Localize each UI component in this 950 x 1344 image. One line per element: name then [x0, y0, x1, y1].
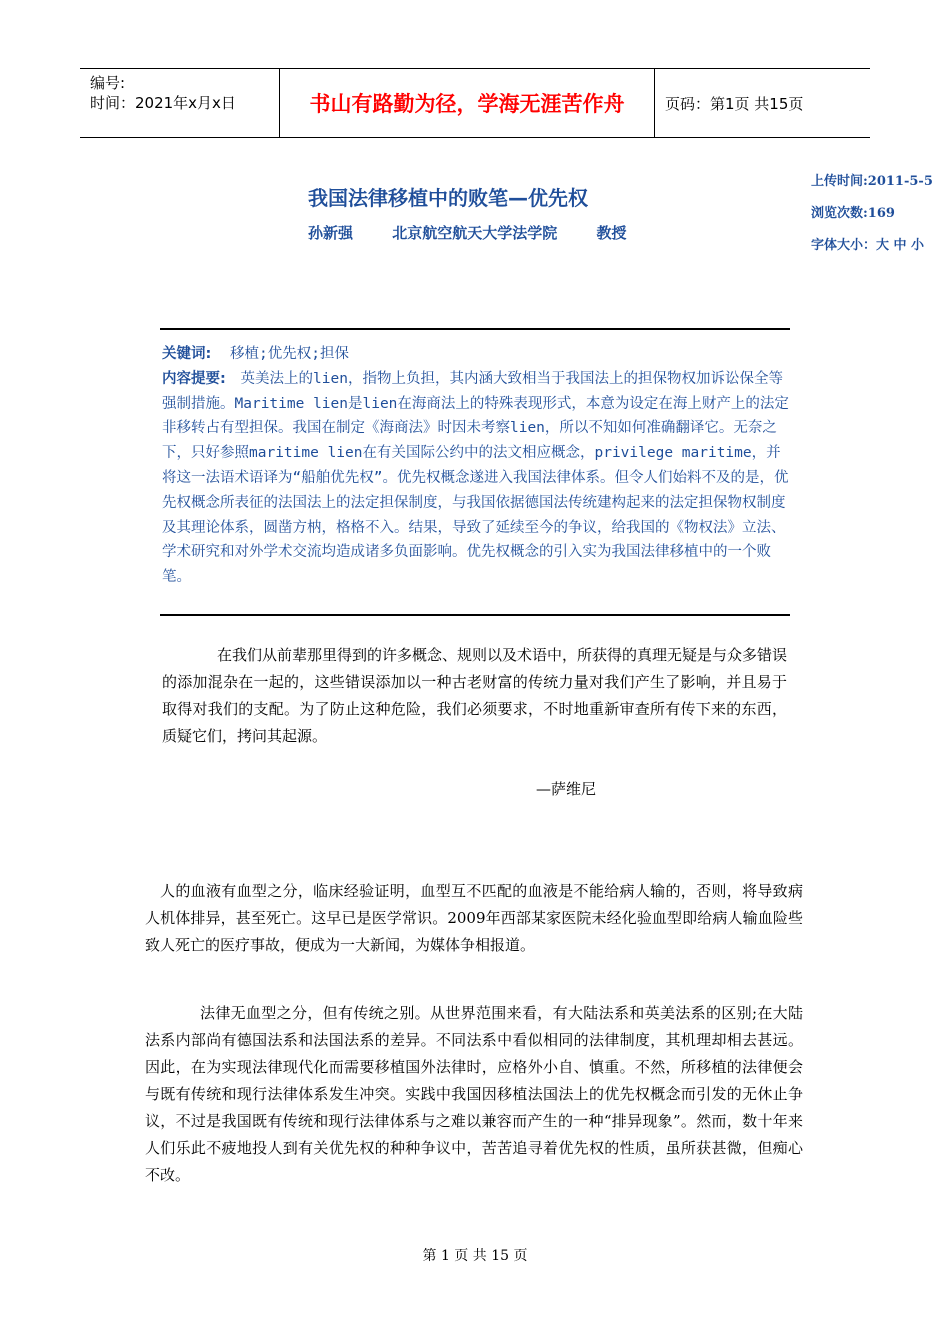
upload-time: 上传时间:2011-5-5: [811, 174, 933, 189]
body-paragraph: 法律无血型之分，但有传统之别。从世界范围来看，有大陆法系和英美法系的区别;在大陆法系内部尚有德国法系和法国法系的差异。不同法系中看似相同的法律制度，其机理却相去甚远。因此，在为实现法律现代化而需要移植国外法律时，应格外小自、慎重。不然，所移植的法律便会与既有传统和现行法律体系发生冲突。实践中我国因移植法国法上的优先权概念而引发的无休止争议，不过是我国既有传统和现行法律体系与之难以兼容而产生的一种“排异现象”。然而，数十年来人们乐此不疲地投人到有关优先权的种种争议中，苦苦追寻着优先权的性质，虽所获甚微，但痴心不改。: [145, 1004, 803, 1184]
article-meta: [811, 166, 950, 262]
header-info-cell: [80, 69, 280, 137]
header-table: [80, 68, 870, 138]
abstract-block: [162, 342, 792, 590]
header-page-info: 页码：第1页 共15页: [665, 94, 804, 113]
author-name: 孙新强: [308, 224, 354, 242]
time-label: 时间：2021年x月x日: [90, 94, 236, 112]
keywords-line: [162, 342, 792, 367]
epigraph-quote: 在我们从前辈那里得到的许多概念、规则以及术语中，所获得的真理无疑是与众多错误的添加混杂在一起的，这些错误添加以一种古老财富的传统力量对我们产生了影响，并且易于取得对我们的支配。为了防止这种危险，我们必须要求，不时地重新审查所有传下来的东西，质疑它们，拷问其起源。: [162, 646, 788, 745]
number-label: 编号:: [90, 74, 126, 92]
view-count: 浏览次数:169: [811, 206, 895, 221]
summary-label: 内容提要:: [162, 370, 226, 387]
author-affiliation: 北京航空航天大学法学院: [392, 224, 558, 242]
keywords-text: 移植;优先权;担保: [230, 346, 350, 362]
author-title: 教授: [596, 224, 627, 242]
epigraph-source: —萨维尼: [536, 780, 597, 798]
font-size-selector[interactable]: 字体大小：大 中 小: [811, 238, 925, 253]
article-title: 我国法律移植中的败笔—优先权: [308, 186, 588, 210]
author-line: [308, 222, 661, 243]
page-footer: 第 1 页 共 15 页: [422, 1248, 528, 1264]
summary-text: 英美法上的lien，指物上负担，其内涵大致相当于我国法上的担保物权加诉讼保全等强制措施。Maritime lien是lien在海商法上的特殊表现形式，本意为设定在海上财产上的法定非移转占有型担保。我国在制定《海商法》时因未考察lien，所以不知如何准确翻译它。无奈之下，只好参照maritime lien在有关国际公约中的法文相应概念，privilege maritime，并将这一法语术语译为“船舶优先权”。优先权概念遂进入我国法律体系。但令人们始料不及的是，优先权概念所表征的法国法上的法定担保制度，与我国依据德国法传统建构起来的法定担保物权制度及其理论体系，圆凿方枘，格格不入。结果，导致了延续至今的争议，给我国的《物权法》立法、学术研究和对外学术交流均造成诸多负面影响。优先权概念的引入实为我国法律移植中的一个败笔。: [162, 370, 789, 586]
header-motto: 书山有路勤为径，学海无涯苦作舟: [280, 69, 655, 137]
body-paragraph: 人的血液有血型之分，临床经验证明，血型互不匹配的血液是不能给病人输的，否则，将导致病人机体排异，甚至死亡。这早已是医学常识。2009年西部某家医院未经化验血型即给病人输血险些致人死亡的医疗事故，便成为一大新闻，为媒体争相报道。: [145, 882, 803, 954]
abstract-top-rule: [160, 328, 790, 330]
summary: [162, 367, 792, 590]
abstract-bottom-rule: [160, 614, 790, 616]
keywords-label: 关键词:: [162, 346, 212, 362]
